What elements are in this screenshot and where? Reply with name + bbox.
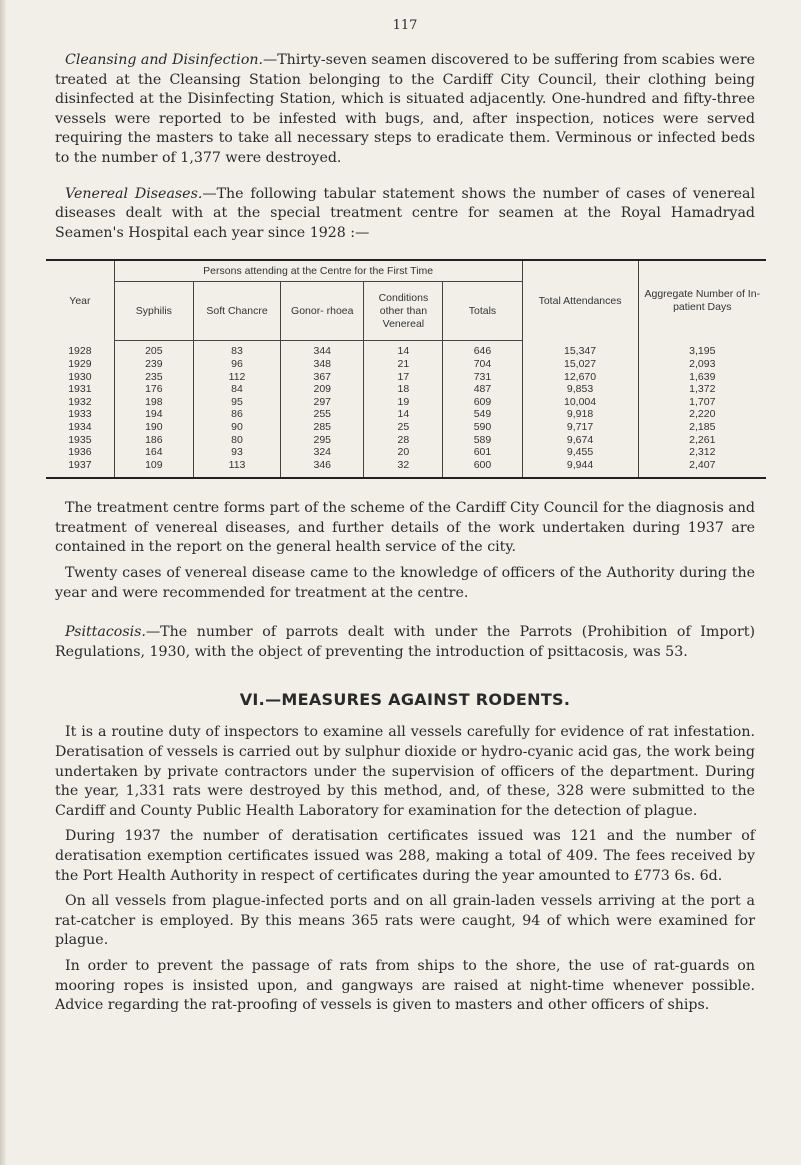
heading-cleansing: Cleansing and Disinfection. [65,52,264,68]
cell-other: 19 [364,396,443,409]
cell-soft-chancre: 95 [193,396,280,409]
cell-totals: 600 [443,459,522,479]
cell-aggregate: 2,407 [638,459,766,479]
paragraph-twenty-cases: Twenty cases of venereal disease came to the knowledge of officers of the Authority during the year and were recommended for treatment at the centre. [55,565,755,601]
cell-soft-chancre: 96 [193,358,280,371]
cell-attendances: 9,717 [522,421,638,434]
cell-soft-chancre: 83 [193,341,280,358]
page-number: 117 [392,18,418,33]
cell-soft-chancre: 86 [193,408,280,421]
cell-soft-chancre: 112 [193,371,280,384]
cell-gonorrhoea: 344 [281,341,364,358]
table-row [46,371,766,384]
paragraph-rodents-3: On all vessels from plague-infected ports and on all grain-laden vessels arriving at the port a rat-catcher is employed. By this means 365 rats were caught, 94 of which were examined for plague. [55,893,755,949]
paragraph-rodents-2: During 1937 the number of deratisation certificates issued was 121 and the number of deratisation exemption certificates issued was 288, making a total of 409. The fees received by the Port Health Authority in respect of certificates during the year amounted to £773 6s. 6d. [55,828,755,884]
header-totals: Totals [443,282,522,341]
cell-gonorrhoea: 285 [281,421,364,434]
cell-totals: 549 [443,408,522,421]
cell-attendances: 12,670 [522,371,638,384]
cell-attendances: 9,455 [522,446,638,459]
cell-year: 1934 [68,420,92,433]
cell-year: 1937 [68,458,92,471]
cell-year: 1935 [68,433,92,446]
cell-syphilis: 205 [114,341,193,358]
venereal-statistics-table [46,259,766,479]
cell-gonorrhoea: 367 [281,371,364,384]
cell-gonorrhoea: 348 [281,358,364,371]
section-heading-rodents: VI.—MEASURES AGAINST RODENTS. [239,690,571,710]
cell-totals: 601 [443,446,522,459]
cell-aggregate: 2,185 [638,421,766,434]
cell-syphilis: 198 [114,396,193,409]
cell-year: 1933 [68,408,92,421]
table-row [46,434,766,447]
cell-syphilis: 109 [114,459,193,479]
cell-syphilis: 176 [114,383,193,396]
cell-gonorrhoea: 295 [281,434,364,447]
cell-gonorrhoea: 255 [281,408,364,421]
cell-aggregate: 2,312 [638,446,766,459]
cell-soft-chancre: 84 [193,383,280,396]
cell-other: 14 [364,408,443,421]
cell-attendances: 15,027 [522,358,638,371]
cell-aggregate: 1,372 [638,383,766,396]
cell-totals: 589 [443,434,522,447]
header-soft-chancre: Soft Chancre [193,282,280,341]
cell-syphilis: 194 [114,408,193,421]
paragraph-psittacosis [55,623,755,662]
table-row [46,446,766,459]
cell-gonorrhoea: 324 [281,446,364,459]
paragraph-venereal [55,185,755,244]
text-psittacosis: —The number of parrots dealt with under the Parrots (Prohibition of Import) Regulations, 1930, with the object of preventing the introduction of psittacosis, was 53. [55,624,755,660]
header-year: Year [69,294,91,307]
cell-other: 14 [364,341,443,358]
cell-totals: 590 [443,421,522,434]
cell-other: 18 [364,383,443,396]
cell-syphilis: 164 [114,446,193,459]
cell-aggregate: 1,707 [638,396,766,409]
cell-attendances: 9,944 [522,459,638,479]
table-row [46,383,766,396]
cell-gonorrhoea: 297 [281,396,364,409]
table-row [46,396,766,409]
cell-soft-chancre: 80 [193,434,280,447]
cell-totals: 487 [443,383,522,396]
header-syphilis: Syphilis [114,282,193,341]
header-aggregate-days: Aggregate Number of In-patient Days [638,260,766,341]
cell-attendances: 10,004 [522,396,638,409]
cell-aggregate: 2,261 [638,434,766,447]
cell-other: 32 [364,459,443,479]
cell-attendances: 15,347 [522,341,638,358]
paragraph-cleansing [55,51,755,169]
paragraph-rodents-1: It is a routine duty of inspectors to examine all vessels carefully for evidence of rat infestation. Deratisation of vessels is carried out by sulphur dioxide or hydro-cyanic acid gas, the work being undertaken by private contractors under the supervision of officers of the department. During the year, 1,331 rats were destroyed by this method, and, of these, 328 were submitted to the Cardiff and County Public Health Laboratory for examination for the detection of plague. [55,724,755,819]
table-header-row-1 [46,260,766,282]
cell-totals: 704 [443,358,522,371]
header-other-conditions: Conditions other than Venereal [364,282,443,341]
page-edge-shadow [0,0,6,1165]
cell-other: 17 [364,371,443,384]
header-persons-group: Persons attending at the Centre for the First Time [114,260,522,282]
cell-soft-chancre: 93 [193,446,280,459]
cell-totals: 731 [443,371,522,384]
cell-aggregate: 1,639 [638,371,766,384]
cell-soft-chancre: 90 [193,421,280,434]
cell-other: 25 [364,421,443,434]
cell-other: 20 [364,446,443,459]
cell-other: 21 [364,358,443,371]
cell-year: 1936 [68,446,92,459]
table-row [46,421,766,434]
cell-soft-chancre: 113 [193,459,280,479]
cell-gonorrhoea: 209 [281,383,364,396]
cell-year: 1929 [68,357,92,370]
header-gonorrhoea: Gonor- rhoea [281,282,364,341]
cell-aggregate: 2,220 [638,408,766,421]
table-row [46,408,766,421]
cell-syphilis: 235 [114,371,193,384]
cell-aggregate: 2,093 [638,358,766,371]
paragraph-treatment-centre: The treatment centre forms part of the scheme of the Cardiff City Council for the diagnosis and treatment of venereal diseases, and further details of the work undertaken during 1937 are contained in the report on the general health service of the city. [55,500,755,556]
heading-venereal: Venereal Diseases. [65,185,203,202]
cell-attendances: 9,853 [522,383,638,396]
cell-attendances: 9,674 [522,434,638,447]
text-venereal: —The following tabular statement shows the number of cases of venereal diseases dealt with at the special treatment centre for seamen at the Royal Hamadryad Seamen's Hospital each year since 1928 :— [55,185,755,241]
paragraph-rodents-4: In order to prevent the passage of rats from ships to the shore, the use of rat-guards on mooring ropes is insisted upon, and gangways are raised at night-time whenever possible. Advice regarding the rat-proofing of vessels is given to masters and other officers of ships. [55,957,755,1014]
table-row [46,341,766,358]
cell-aggregate: 3,195 [638,341,766,358]
cell-year: 1932 [68,395,92,408]
heading-psittacosis: Psittacosis. [65,624,146,641]
table-row [46,459,766,479]
text-cleansing: —Thirty-seven seamen discovered to be suffering from scabies were treated at the Cleansing Station belonging to the Cardiff City Council, their clothing being disinfected at the Disinfecting Station, which is situated adjacently. One-hundred and fifty-three vessels were reported to be infested with bugs, and, after inspection, notices were served requiring the masters to take all necessary steps to eradicate them. Verminous or infected beds to the number of 1,377 were destroyed. [55,52,755,166]
cell-year: 1931 [68,383,92,396]
cell-totals: 646 [443,341,522,358]
cell-attendances: 9,918 [522,408,638,421]
cell-syphilis: 186 [114,434,193,447]
cell-gonorrhoea: 346 [281,459,364,479]
cell-other: 28 [364,434,443,447]
cell-totals: 609 [443,396,522,409]
document-page [55,18,761,1016]
cell-syphilis: 190 [114,421,193,434]
header-total-attendances: Total Attendances [522,260,638,341]
cell-year: 1930 [68,370,92,383]
cell-syphilis: 239 [114,358,193,371]
table-row [46,358,766,371]
cell-year: 1928 [68,345,92,358]
